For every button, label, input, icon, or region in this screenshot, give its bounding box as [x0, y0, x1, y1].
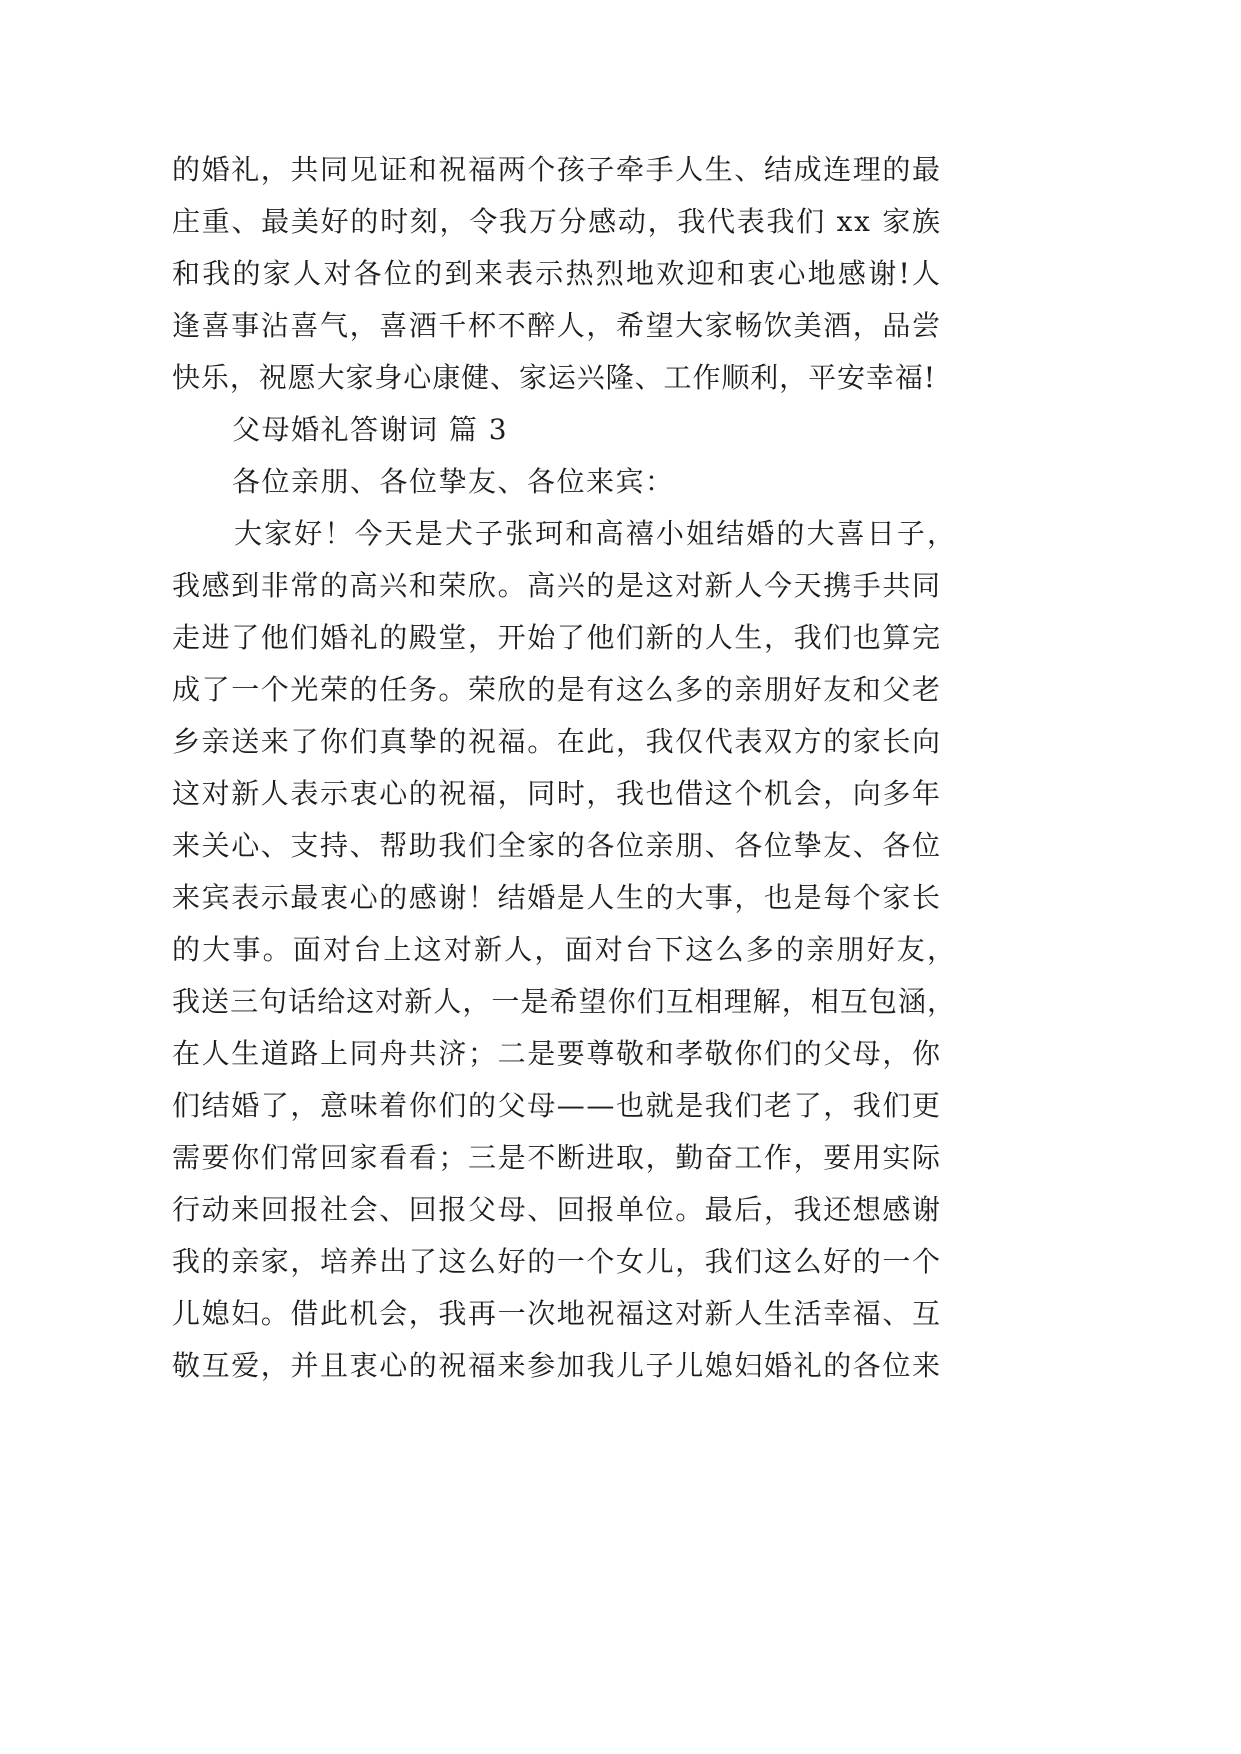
section-heading: 父母婚礼答谢词 篇 3	[232, 413, 509, 446]
text-line: 的婚礼，共同见证和祝福两个孩子牵手人生、结成连理的最	[172, 153, 942, 186]
text-line: 行动来回报社会、回报父母、回报单位。最后，我还想感谢	[172, 1193, 942, 1226]
text-line: 快乐，祝愿大家身心康健、家运兴隆、工作顺利，平安幸福!	[172, 361, 936, 394]
text-line: 逢喜事沾喜气，喜酒千杯不醉人，希望大家畅饮美酒，品尝	[172, 309, 942, 342]
paragraph-continued	[172, 144, 972, 404]
text-line: 这对新人表示衷心的祝福，同时，我也借这个机会，向多年	[172, 777, 942, 810]
text-line: 乡亲送来了你们真挚的祝福。在此，我仅代表双方的家长向	[172, 725, 942, 758]
paragraph-speech	[172, 508, 972, 1392]
text-line: 敬互爱，并且衷心的祝福来参加我儿子儿媳妇婚礼的各位来	[172, 1349, 942, 1382]
text-line: 需要你们常回家看看；三是不断进取，勤奋工作，要用实际	[172, 1141, 942, 1174]
text-line: 大家好！今天是犬子张珂和高禧小姐结婚的大喜日子，	[234, 517, 958, 550]
text-line: 我感到非常的高兴和荣欣。高兴的是这对新人今天携手共同	[172, 569, 942, 602]
text-line: 来宾表示最衷心的感谢！结婚是人生的大事，也是每个家长	[172, 881, 942, 914]
text-line: 们结婚了，意味着你们的父母——也就是我们老了，我们更	[172, 1089, 942, 1122]
text-line: 我送三句话给这对新人，一是希望你们互相理解，相互包涵，	[172, 985, 957, 1018]
text-line: 儿媳妇。借此机会，我再一次地祝福这对新人生活幸福、互	[172, 1297, 942, 1330]
text-line: 在人生道路上同舟共济；二是要尊敬和孝敬你们的父母，你	[172, 1037, 942, 1070]
salutation: 各位亲朋、各位挚友、各位来宾：	[232, 465, 675, 498]
text-line: 来关心、支持、帮助我们全家的各位亲朋、各位挚友、各位	[172, 829, 942, 862]
text-line: 和我的家人对各位的到来表示热烈地欢迎和衷心地感谢!人	[172, 257, 943, 290]
text-line: 走进了他们婚礼的殿堂，开始了他们新的人生，我们也算完	[172, 621, 942, 654]
text-line: 成了一个光荣的任务。荣欣的是有这么多的亲朋好友和父老	[172, 673, 942, 706]
text-line: 我的亲家，培养出了这么好的一个女儿，我们这么好的一个	[172, 1245, 942, 1278]
text-line: 的大事。面对台上这对新人，面对台下这么多的亲朋好友，	[172, 933, 958, 966]
document-body	[172, 144, 972, 1392]
text-line: 庄重、最美好的时刻，令我万分感动，我代表我们 xx 家族	[172, 205, 942, 238]
